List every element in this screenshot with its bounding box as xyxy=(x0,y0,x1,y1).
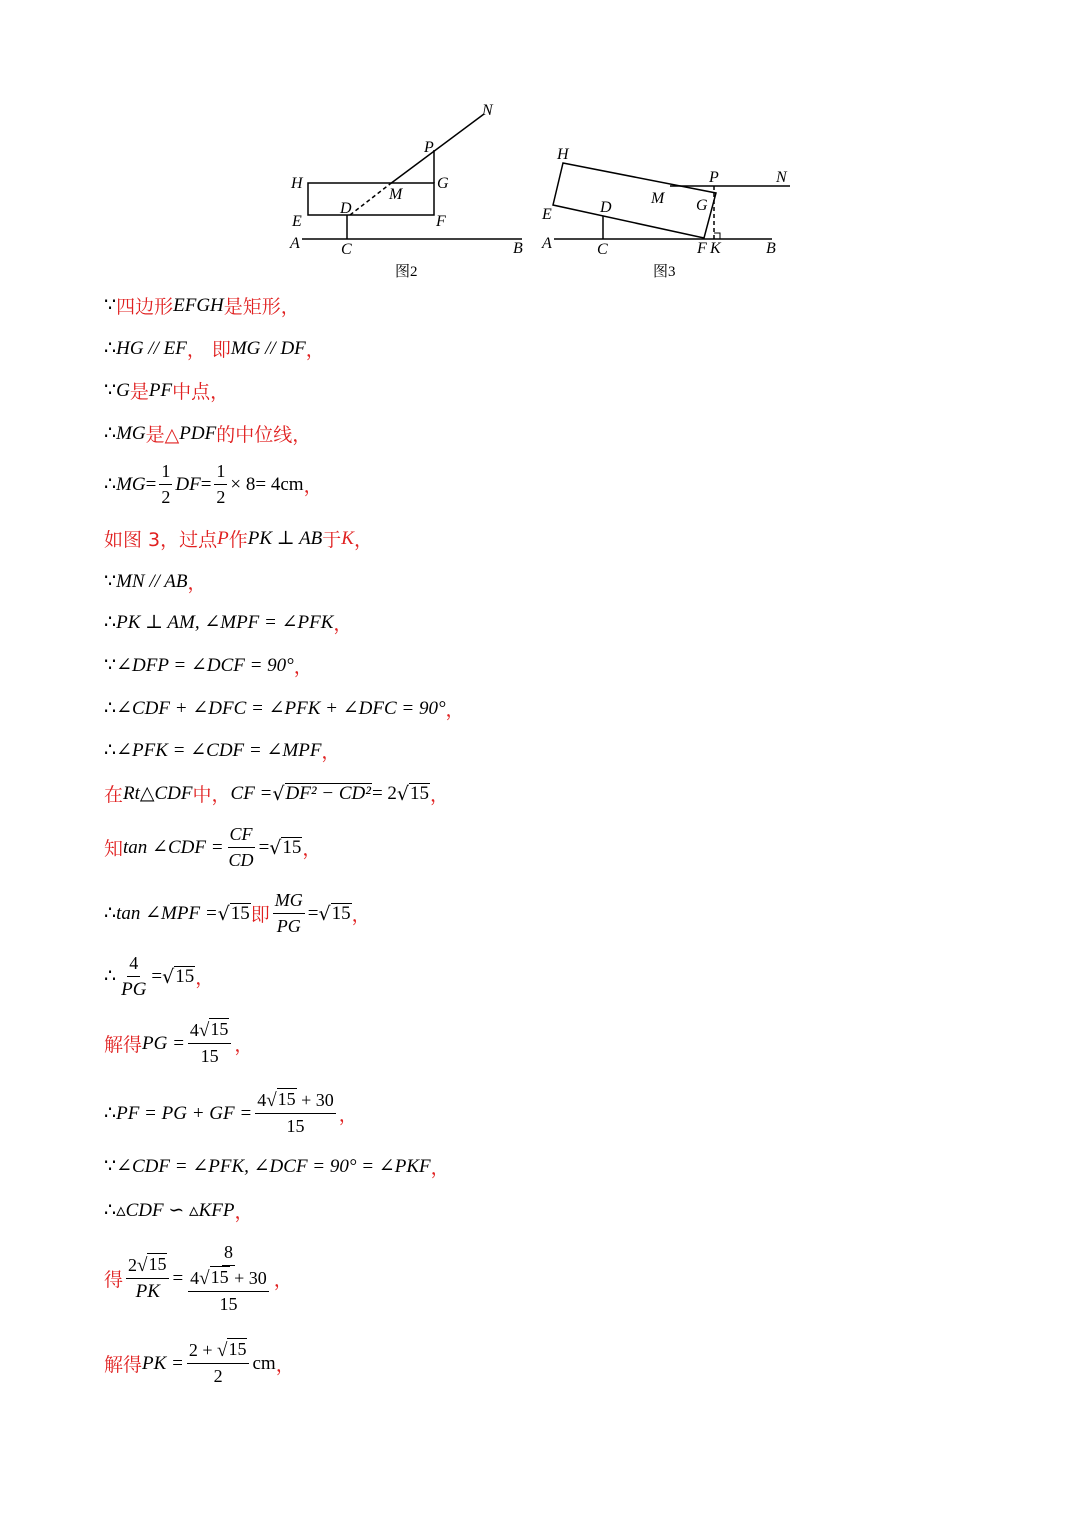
label-e: E xyxy=(292,213,302,230)
label-a: A xyxy=(290,235,300,252)
label-b: B xyxy=(513,240,523,257)
solution-line-9: ∵ ∠DFP = ∠DCF = 90° ， xyxy=(104,655,313,678)
fraction: $\frac{MG}{PG}$ xyxy=(274,890,303,936)
right-angle-mark xyxy=(714,233,720,239)
fraction: 2 √ 15 PK xyxy=(126,1253,169,1304)
label-a: A xyxy=(542,235,552,252)
label-h: H xyxy=(291,175,303,192)
solution-line-1: ∵ 四边形 EFGH 是矩形， xyxy=(104,294,300,318)
label-d: D xyxy=(600,199,612,216)
label-f: F xyxy=(436,213,446,230)
label-d: D xyxy=(340,200,352,217)
square-root: √ 15 xyxy=(396,782,430,805)
figure-3 xyxy=(553,163,790,239)
solution-line-14: ∴ tan ∠MPF = √ 15 即 $\frac{MG}{PG}$ = √ 15 ， xyxy=(104,888,371,939)
solution-line-6: 如图 3，过点 P 作 PK ⊥ AB 于 K ， xyxy=(104,527,373,551)
solution-line-8: ∴ PK ⊥ AM, ∠MPF = ∠PFK ， xyxy=(104,612,353,635)
label-c: C xyxy=(597,241,608,258)
compound-fraction: 8 4 √ 15 + 30 15 xyxy=(190,1242,267,1314)
label-g: G xyxy=(437,175,449,192)
square-root: √ 15 xyxy=(162,965,195,988)
solution-line-17: ∴ PF = PG + GF = 4 √ 15 + 30 15 ， xyxy=(104,1088,358,1139)
square-root: √ 15 xyxy=(137,1254,167,1276)
solution-line-10: ∴ ∠CDF + ∠DFC = ∠PFK + ∠DFC = 90° ， xyxy=(104,698,465,721)
geometry-figures xyxy=(0,0,1080,300)
solution-line-11: ∴ ∠PFK = ∠CDF = ∠MPF ， xyxy=(104,740,341,763)
square-root: √ 15 xyxy=(217,902,250,925)
square-root: √ DF² − CD² xyxy=(272,782,371,805)
rectangle-efgh xyxy=(553,163,716,238)
fraction: $\frac{CF}{CD}$ xyxy=(228,824,254,870)
rectangle-efgh xyxy=(308,183,434,215)
label-m: M xyxy=(651,190,665,207)
solution-line-4: ∴ MG 是△ PDF 的中位线， xyxy=(104,422,312,446)
label-h: H xyxy=(557,146,569,163)
ray-mn xyxy=(390,114,484,184)
solution-line-13: 知 tan ∠CDF = $\frac{CF}{CD}$ = √ 15 ， xyxy=(104,822,321,873)
square-root: √ 15 xyxy=(198,1019,229,1041)
label-f: F xyxy=(697,240,707,257)
fraction: $\frac{4}{PG}$ xyxy=(121,953,147,1000)
label-n: N xyxy=(776,169,787,186)
label-n: N xyxy=(482,102,493,119)
solution-line-2: ∴ HG // EF ， 即 MG // DF ， xyxy=(104,337,325,361)
label-k: K xyxy=(710,240,721,257)
fraction: $\frac{1}{2}$ xyxy=(161,461,171,507)
fraction: $\frac{1}{2}$ xyxy=(216,461,226,507)
caption-fig2: 图2 xyxy=(395,264,418,280)
solution-line-3: ∵ G 是 PF 中点， xyxy=(104,379,230,403)
square-root: √ 15 xyxy=(199,1267,229,1289)
solution-line-7: ∵ MN // AB ， xyxy=(104,570,207,594)
fraction: 4 √ 15 + 30 15 xyxy=(257,1089,334,1136)
square-root: √ 15 xyxy=(318,902,351,925)
solution-line-20: 得 2 √ 15 PK = 8 4 √ 15 + 30 15 ， xyxy=(104,1240,293,1317)
square-root: √ 15 xyxy=(266,1089,296,1111)
label-g: G xyxy=(696,197,708,214)
solution-line-5: ∴ MG = $\frac{1}{2}$ DF = $\frac{1}{2}$ × 8= 4cm ， xyxy=(104,459,323,510)
caption-fig3: 图3 xyxy=(653,264,676,280)
fraction: 4 √ 15 15 xyxy=(188,1018,231,1069)
label-p: P xyxy=(709,169,719,186)
solution-line-18: ∵ ∠CDF = ∠PFK, ∠DCF = 90° = ∠PKF ， xyxy=(104,1156,450,1179)
label-c: C xyxy=(341,241,352,258)
label-p: P xyxy=(424,139,434,156)
label-m: M xyxy=(389,186,403,203)
solution-line-16: 解得 PG = 4 √ 15 15 ， xyxy=(104,1018,253,1069)
fraction: 2 + √ 15 2 xyxy=(187,1338,250,1389)
solution-line-12: 在 Rt△CDF 中， CF = √ DF² − CD² = 2 √ 15 ， xyxy=(104,782,450,806)
square-root: √ 15 xyxy=(217,1339,247,1361)
solution-line-21: 解得 PK = 2 + √ 15 2 cm ， xyxy=(104,1338,295,1389)
solution-line-15: ∴ $\frac{4}{PG}$ = √ 15 ， xyxy=(104,953,215,1000)
square-root: √ 15 xyxy=(269,836,302,859)
solution-line-19: ∴ ▵CDF ∽ ▵KFP ， xyxy=(104,1200,254,1223)
label-b: B xyxy=(766,240,776,257)
dashed-dm xyxy=(350,184,390,215)
figure-2 xyxy=(302,114,522,239)
label-e: E xyxy=(542,206,552,223)
